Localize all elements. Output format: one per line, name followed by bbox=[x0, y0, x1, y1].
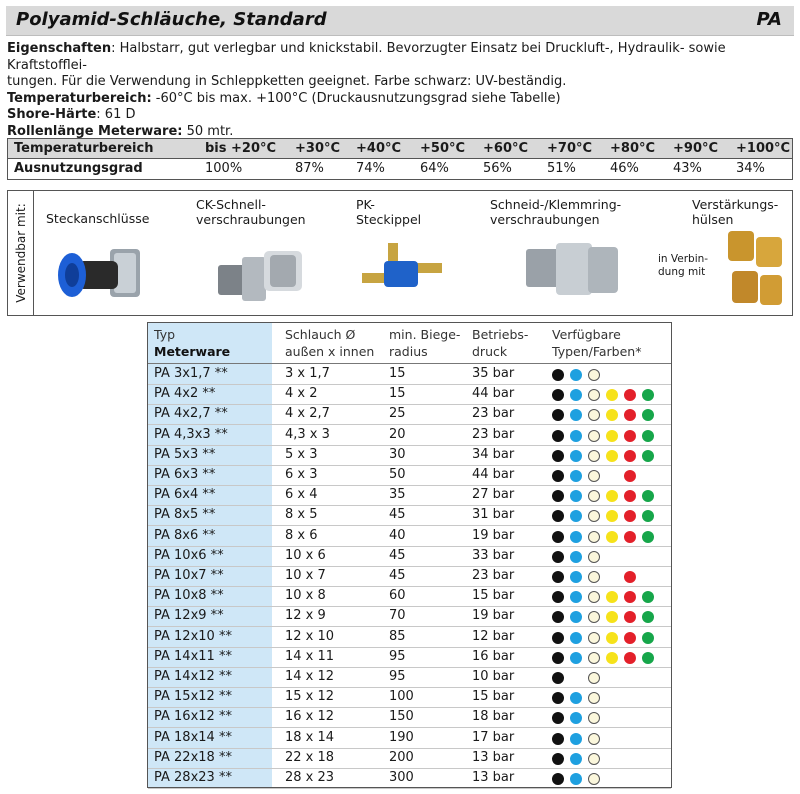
color-dot-red bbox=[624, 652, 636, 664]
color-dot-natural bbox=[588, 692, 600, 704]
color-dot-green bbox=[642, 632, 654, 644]
cell-typ: PA 16x12 ** bbox=[154, 709, 232, 725]
color-availability bbox=[552, 450, 662, 463]
header-schlauch: Schlauch Ø außen x innen bbox=[285, 327, 375, 359]
cell-radius: 95 bbox=[389, 648, 406, 664]
color-dot-natural bbox=[588, 733, 600, 745]
color-dot-yellow bbox=[606, 450, 618, 462]
cell-radius: 50 bbox=[389, 467, 406, 482]
eigenschaften-label: Eigenschaften bbox=[7, 41, 112, 56]
header-biegeradius: min. Biege- radius bbox=[389, 327, 461, 359]
table-row bbox=[148, 628, 671, 648]
color-dot-natural bbox=[588, 531, 600, 543]
table-row bbox=[148, 729, 671, 749]
percent-cell: 56% bbox=[483, 161, 512, 176]
temp-cell: +30°C bbox=[295, 141, 341, 156]
color-availability bbox=[552, 773, 662, 786]
cell-druck: 19 bar bbox=[472, 527, 515, 543]
color-dot-green bbox=[642, 490, 654, 502]
color-availability bbox=[552, 409, 662, 422]
cell-typ: PA 22x18 ** bbox=[154, 749, 232, 765]
fitting-label-schneid: Schneid-/Klemmring- verschraubungen bbox=[490, 197, 622, 227]
color-availability bbox=[552, 591, 662, 604]
temp-cell: +40°C bbox=[356, 141, 402, 156]
color-dot-blue bbox=[570, 389, 582, 401]
cell-druck: 13 bar bbox=[472, 749, 515, 765]
percent-cell: 74% bbox=[356, 161, 385, 176]
header-typ: Typ Meterware bbox=[154, 327, 231, 359]
rollenlaenge-label: Rollenlänge Meterware: bbox=[7, 123, 183, 139]
eigenschaften-text-1: : Halbstarr, gut verlegbar und knickstabil. Bevorzugter Einsatz bei Druckluft-, Hydraulik- sowie Kraftstofflei- bbox=[7, 41, 726, 73]
color-dot-natural bbox=[588, 632, 600, 644]
table-row bbox=[148, 506, 671, 526]
temp-cell: +100°C bbox=[736, 141, 791, 156]
color-dot-natural bbox=[588, 389, 600, 401]
product-table bbox=[147, 322, 672, 788]
cell-typ: PA 10x6 ** bbox=[154, 547, 224, 563]
cell-dimension: 6 x 4 bbox=[285, 487, 318, 503]
fitting-label-huelsen: Verstärkungs- hülsen bbox=[692, 197, 779, 227]
temperaturbereich-line bbox=[7, 91, 793, 108]
color-dot-green bbox=[642, 652, 654, 664]
color-dot-natural bbox=[588, 430, 600, 442]
percent-cell: 64% bbox=[420, 161, 449, 176]
color-availability bbox=[552, 753, 662, 766]
color-dot-green bbox=[642, 389, 654, 401]
color-dot-black bbox=[552, 672, 564, 684]
percent-cell: 43% bbox=[673, 161, 702, 176]
color-dot-yellow bbox=[606, 490, 618, 502]
color-dot-natural bbox=[588, 712, 600, 724]
cell-druck: 31 bar bbox=[472, 507, 515, 523]
color-availability bbox=[552, 389, 662, 402]
eigenschaften-line-2: tungen. Für die Verwendung in Schleppketten geeignet. Farbe schwarz: UV-beständig. bbox=[7, 74, 567, 89]
color-dot-blue bbox=[570, 450, 582, 462]
cell-typ: PA 4x2 ** bbox=[154, 386, 216, 402]
cell-druck: 12 bar bbox=[472, 628, 515, 644]
shore-line bbox=[7, 107, 793, 124]
page-title: Polyamid-Schläuche, Standard bbox=[16, 9, 327, 30]
color-dot-black bbox=[552, 632, 564, 644]
color-dot-natural bbox=[588, 551, 600, 563]
color-availability bbox=[552, 672, 662, 685]
color-dot-black bbox=[552, 369, 564, 381]
cell-radius: 190 bbox=[389, 729, 414, 745]
cell-typ: PA 4,3x3 ** bbox=[154, 426, 228, 442]
color-dot-blue bbox=[570, 531, 582, 543]
cell-radius: 85 bbox=[389, 628, 406, 644]
cell-typ: PA 6x3 ** bbox=[154, 467, 216, 482]
color-dot-blue bbox=[570, 773, 582, 785]
cell-druck: 13 bar bbox=[472, 770, 515, 785]
cell-radius: 95 bbox=[389, 669, 406, 684]
color-dot-blue bbox=[570, 510, 582, 522]
temp-cell: +80°C bbox=[610, 141, 656, 156]
color-dot-blue bbox=[570, 733, 582, 745]
color-dot-yellow bbox=[606, 611, 618, 623]
color-dot-yellow bbox=[606, 652, 618, 664]
color-dot-natural bbox=[588, 450, 600, 462]
rollenlaenge-text: 50 mtr. bbox=[182, 123, 234, 139]
color-dot-green bbox=[642, 510, 654, 522]
cell-dimension: 10 x 8 bbox=[285, 588, 326, 604]
shore-text: : 61 D bbox=[96, 107, 136, 122]
table-row bbox=[148, 607, 671, 627]
color-dot-natural bbox=[588, 773, 600, 785]
cell-radius: 70 bbox=[389, 608, 406, 624]
percent-cell: 100% bbox=[205, 161, 243, 176]
cell-typ: PA 8x5 ** bbox=[154, 507, 216, 523]
compatible-fittings-box bbox=[7, 190, 793, 316]
header-betriebsdruck: Betriebs- druck bbox=[472, 327, 529, 359]
pk-nipple-image bbox=[358, 235, 448, 305]
color-dot-blue bbox=[570, 490, 582, 502]
color-dot-blue bbox=[570, 611, 582, 623]
header-separator bbox=[148, 363, 671, 364]
table-row bbox=[148, 567, 671, 587]
cell-druck: 23 bar bbox=[472, 406, 515, 422]
fitting-label-ck: CK-Schnell- verschraubungen bbox=[196, 197, 306, 227]
cell-radius: 150 bbox=[389, 709, 414, 725]
cell-radius: 25 bbox=[389, 406, 406, 422]
color-dot-natural bbox=[588, 409, 600, 421]
cell-typ: PA 28x23 ** bbox=[154, 770, 232, 785]
cell-radius: 100 bbox=[389, 689, 414, 705]
color-dot-black bbox=[552, 450, 564, 462]
color-dot-black bbox=[552, 571, 564, 583]
color-dot-blue bbox=[570, 430, 582, 442]
color-dot-green bbox=[642, 450, 654, 462]
color-dot-black bbox=[552, 591, 564, 603]
color-dot-green bbox=[642, 591, 654, 603]
color-dot-yellow bbox=[606, 510, 618, 522]
cell-druck: 18 bar bbox=[472, 709, 515, 725]
color-dot-blue bbox=[570, 753, 582, 765]
push-in-fitting-image bbox=[48, 239, 158, 309]
cell-radius: 60 bbox=[389, 588, 406, 604]
color-dot-green bbox=[642, 611, 654, 623]
color-dot-natural bbox=[588, 591, 600, 603]
cell-radius: 15 bbox=[389, 366, 406, 381]
color-availability bbox=[552, 490, 662, 503]
color-dot-blue bbox=[570, 409, 582, 421]
header-farben: Verfügbare Typen/Farben* bbox=[552, 327, 642, 359]
utilization-row bbox=[8, 159, 792, 179]
color-dot-blue bbox=[570, 369, 582, 381]
cell-druck: 10 bar bbox=[472, 669, 515, 684]
cell-radius: 30 bbox=[389, 446, 406, 462]
color-dot-blue bbox=[570, 551, 582, 563]
cell-typ: PA 12x9 ** bbox=[154, 608, 224, 624]
color-dot-natural bbox=[588, 652, 600, 664]
color-dot-yellow bbox=[606, 632, 618, 644]
temperaturbereich-text: -60°C bis max. +100°C (Druckausnutzungsgrad siehe Tabelle) bbox=[151, 90, 561, 106]
percent-cell: 87% bbox=[295, 161, 324, 176]
color-dot-blue bbox=[570, 591, 582, 603]
color-availability bbox=[552, 733, 662, 746]
color-dot-red bbox=[624, 490, 636, 502]
temp-cell: +50°C bbox=[420, 141, 466, 156]
color-dot-yellow bbox=[606, 531, 618, 543]
cell-druck: 15 bar bbox=[472, 689, 515, 705]
cell-druck: 34 bar bbox=[472, 446, 515, 462]
color-dot-black bbox=[552, 652, 564, 664]
table-row bbox=[148, 486, 671, 506]
cell-radius: 20 bbox=[389, 426, 406, 442]
cell-typ: PA 18x14 ** bbox=[154, 729, 232, 745]
compression-fitting-image bbox=[516, 227, 628, 311]
color-dot-red bbox=[624, 409, 636, 421]
color-dot-red bbox=[624, 632, 636, 644]
color-dot-black bbox=[552, 712, 564, 724]
cell-dimension: 14 x 11 bbox=[285, 648, 335, 664]
color-availability bbox=[552, 551, 662, 564]
table-row bbox=[148, 426, 671, 446]
color-dot-yellow bbox=[606, 409, 618, 421]
table-row bbox=[148, 688, 671, 708]
temperature-table bbox=[7, 138, 793, 180]
color-availability bbox=[552, 531, 662, 544]
fitting-label-pk: PK- Steckippel bbox=[356, 197, 422, 227]
color-dot-yellow bbox=[606, 430, 618, 442]
color-dot-natural bbox=[588, 611, 600, 623]
temp-cell: +70°C bbox=[547, 141, 593, 156]
color-dot-red bbox=[624, 430, 636, 442]
cell-dimension: 5 x 3 bbox=[285, 446, 318, 462]
cell-dimension: 22 x 18 bbox=[285, 749, 335, 765]
percent-cell: 46% bbox=[610, 161, 639, 176]
color-dot-natural bbox=[588, 672, 600, 684]
eigenschaften-line-1 bbox=[7, 41, 793, 74]
color-dot-natural bbox=[588, 510, 600, 522]
color-dot-natural bbox=[588, 470, 600, 482]
cell-radius: 200 bbox=[389, 749, 414, 765]
cell-typ: PA 4x2,7 ** bbox=[154, 406, 228, 422]
table-row bbox=[148, 365, 671, 385]
color-dot-black bbox=[552, 773, 564, 785]
cell-druck: 16 bar bbox=[472, 648, 515, 664]
color-dot-red bbox=[624, 571, 636, 583]
color-availability bbox=[552, 611, 662, 624]
cell-dimension: 10 x 7 bbox=[285, 568, 326, 583]
cell-dimension: 4 x 2,7 bbox=[285, 406, 330, 422]
color-dot-black bbox=[552, 409, 564, 421]
cell-radius: 45 bbox=[389, 568, 406, 583]
cell-radius: 300 bbox=[389, 770, 414, 785]
table-row bbox=[148, 668, 671, 688]
color-availability bbox=[552, 652, 662, 665]
color-dot-green bbox=[642, 430, 654, 442]
color-dot-yellow bbox=[606, 591, 618, 603]
color-availability bbox=[552, 470, 662, 483]
cell-druck: 15 bar bbox=[472, 588, 515, 604]
table-row bbox=[148, 769, 671, 789]
color-availability bbox=[552, 712, 662, 725]
temperaturbereich-label: Temperaturbereich: bbox=[7, 90, 152, 106]
cell-typ: PA 15x12 ** bbox=[154, 689, 232, 705]
color-dot-blue bbox=[570, 692, 582, 704]
color-dot-natural bbox=[588, 571, 600, 583]
color-dot-red bbox=[624, 611, 636, 623]
combination-note: in Verbin- dung mit bbox=[658, 253, 709, 278]
cell-dimension: 12 x 9 bbox=[285, 608, 326, 624]
cell-druck: 23 bar bbox=[472, 568, 515, 583]
table-row bbox=[148, 527, 671, 547]
color-dot-black bbox=[552, 510, 564, 522]
table-row bbox=[148, 547, 671, 567]
temperature-row-label: Temperaturbereich bbox=[14, 141, 154, 156]
cell-dimension: 14 x 12 bbox=[285, 669, 335, 684]
cell-typ: PA 5x3 ** bbox=[154, 446, 216, 462]
color-dot-blue bbox=[570, 712, 582, 724]
table-row bbox=[148, 648, 671, 668]
utilization-row-label: Ausnutzungsgrad bbox=[14, 161, 143, 176]
cell-dimension: 12 x 10 bbox=[285, 628, 335, 644]
color-availability bbox=[552, 430, 662, 443]
percent-cell: 51% bbox=[547, 161, 576, 176]
color-availability bbox=[552, 510, 662, 523]
cell-radius: 45 bbox=[389, 507, 406, 523]
cell-druck: 33 bar bbox=[472, 547, 515, 563]
cell-typ: PA 8x6 ** bbox=[154, 527, 216, 543]
color-dot-blue bbox=[570, 632, 582, 644]
cell-typ: PA 14x12 ** bbox=[154, 669, 232, 684]
temperature-row bbox=[8, 139, 792, 159]
cell-radius: 15 bbox=[389, 386, 406, 402]
color-dot-black bbox=[552, 753, 564, 765]
cell-dimension: 10 x 6 bbox=[285, 547, 326, 563]
cell-dimension: 4 x 2 bbox=[285, 386, 318, 402]
color-dot-blue bbox=[570, 652, 582, 664]
color-dot-red bbox=[624, 450, 636, 462]
table-row bbox=[148, 749, 671, 769]
cell-radius: 35 bbox=[389, 487, 406, 503]
color-dot-red bbox=[624, 531, 636, 543]
color-dot-red bbox=[624, 389, 636, 401]
percent-cell: 34% bbox=[736, 161, 765, 176]
temp-cell: +60°C bbox=[483, 141, 529, 156]
color-dot-black bbox=[552, 692, 564, 704]
color-dot-green bbox=[642, 409, 654, 421]
color-dot-natural bbox=[588, 753, 600, 765]
cell-druck: 17 bar bbox=[472, 729, 515, 745]
color-dot-green bbox=[642, 531, 654, 543]
cell-typ: PA 12x10 ** bbox=[154, 628, 232, 644]
color-availability bbox=[552, 571, 662, 584]
cell-typ: PA 10x8 ** bbox=[154, 588, 224, 604]
cell-dimension: 16 x 12 bbox=[285, 709, 335, 725]
color-dot-black bbox=[552, 430, 564, 442]
cell-typ: PA 3x1,7 ** bbox=[154, 366, 228, 381]
table-row bbox=[148, 587, 671, 607]
table-row bbox=[148, 405, 671, 425]
fitting-label-steckanschluesse: Steckanschlüsse bbox=[46, 211, 150, 226]
color-dot-black bbox=[552, 611, 564, 623]
color-dot-black bbox=[552, 531, 564, 543]
table-row bbox=[148, 446, 671, 466]
color-dot-red bbox=[624, 591, 636, 603]
cell-druck: 35 bar bbox=[472, 366, 515, 381]
temp-cell: +90°C bbox=[673, 141, 719, 156]
cell-druck: 23 bar bbox=[472, 426, 515, 442]
color-dot-blue bbox=[570, 571, 582, 583]
cell-dimension: 28 x 23 bbox=[285, 770, 335, 785]
cell-druck: 44 bar bbox=[472, 386, 515, 402]
compatible-side-label: Verwendbar mit: bbox=[8, 191, 34, 315]
cell-typ: PA 6x4 ** bbox=[154, 487, 216, 503]
ck-fitting-image bbox=[204, 235, 314, 309]
color-dot-natural bbox=[588, 490, 600, 502]
color-dot-black bbox=[552, 490, 564, 502]
color-availability bbox=[552, 369, 662, 382]
shore-label: Shore-Härte bbox=[7, 107, 97, 122]
cell-dimension: 4,3 x 3 bbox=[285, 426, 330, 442]
cell-dimension: 18 x 14 bbox=[285, 729, 335, 745]
table-row bbox=[148, 385, 671, 405]
cell-druck: 19 bar bbox=[472, 608, 515, 624]
cell-radius: 45 bbox=[389, 547, 406, 563]
cell-dimension: 6 x 3 bbox=[285, 467, 318, 482]
cell-typ: PA 10x7 ** bbox=[154, 568, 224, 583]
cell-dimension: 8 x 5 bbox=[285, 507, 318, 523]
color-dot-yellow bbox=[606, 389, 618, 401]
color-dot-black bbox=[552, 551, 564, 563]
color-dot-natural bbox=[588, 369, 600, 381]
properties-section bbox=[7, 41, 793, 140]
cell-dimension: 3 x 1,7 bbox=[285, 366, 330, 381]
cell-typ: PA 14x11 ** bbox=[154, 648, 232, 664]
table-row bbox=[148, 708, 671, 728]
product-code: PA bbox=[756, 9, 782, 30]
color-dot-red bbox=[624, 470, 636, 482]
cell-druck: 44 bar bbox=[472, 467, 515, 482]
temp-cell: bis +20°C bbox=[205, 141, 277, 156]
cell-druck: 27 bar bbox=[472, 487, 515, 503]
reinforcement-sleeves-image bbox=[722, 227, 788, 313]
color-dot-black bbox=[552, 389, 564, 401]
color-dot-blue bbox=[570, 470, 582, 482]
cell-radius: 40 bbox=[389, 527, 406, 543]
color-availability bbox=[552, 692, 662, 705]
color-dot-black bbox=[552, 470, 564, 482]
cell-dimension: 15 x 12 bbox=[285, 689, 335, 705]
table-row bbox=[148, 466, 671, 486]
title-bar bbox=[6, 6, 794, 36]
color-dot-black bbox=[552, 733, 564, 745]
cell-dimension: 8 x 6 bbox=[285, 527, 318, 543]
color-dot-red bbox=[624, 510, 636, 522]
color-availability bbox=[552, 632, 662, 645]
